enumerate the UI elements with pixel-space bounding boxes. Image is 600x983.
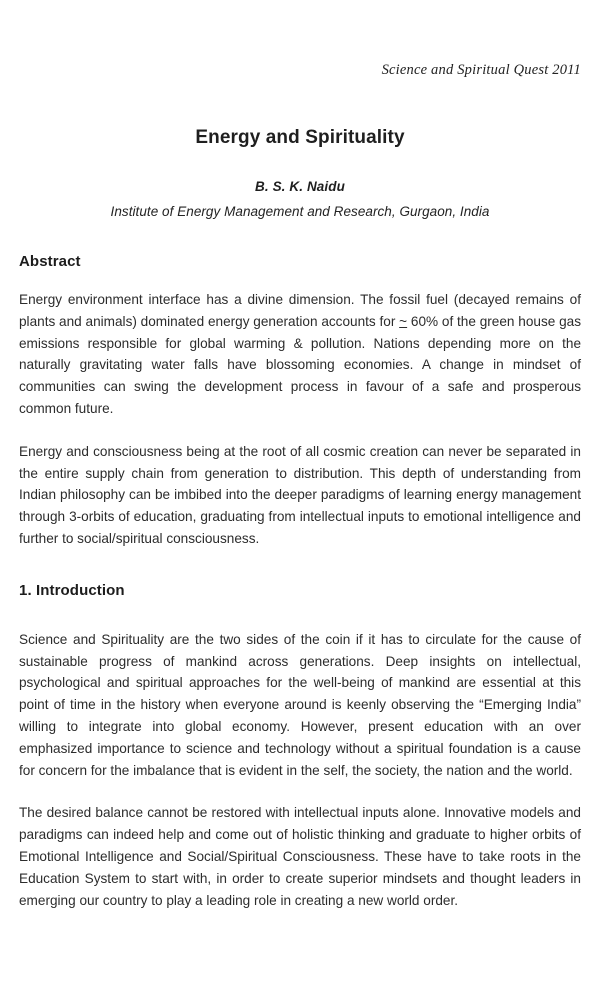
document-body [19,253,581,911]
title-block [19,126,581,219]
abstract-paragraph-1-text-a: Energy environment interface has a divine dimension. The fossil fuel (decayed remains of plants and animals) dominated energy generation accounts for [19,292,581,329]
abstract-paragraph-1 [19,289,581,420]
page-title: Energy and Spirituality [195,127,405,148]
spacer [19,420,581,441]
spacer [19,550,581,582]
approximately-symbol: ~ [399,313,408,329]
running-head: Science and Spiritual Quest 2011 [381,62,581,78]
author-name: B. S. K. Naidu [255,178,345,194]
section-heading-abstract: Abstract [19,253,81,270]
section-heading-introduction: 1. Introduction [19,581,125,599]
spacer [19,599,581,629]
spacer [19,781,581,802]
introduction-paragraph-1: Science and Spirituality are the two sides of the coin if it has to circulate for the cause of sustainable progress of mankind across generations. Deep insights on intellectual, psychological and spiritual approaches for the well-being of mankind are essential at this point of time in the history when everyone around is keenly observing the “Emerging India” willing to integrate into global economy. However, present education with an over emphasized importance to science and technology without a spiritual foundation is a cause for concern for the imbalance that is evident in the self, the society, the nation and the world. [19,631,581,778]
abstract-paragraph-2: Energy and consciousness being at the root of all cosmic creation can never be separated in the entire supply chain from generation to distribution. This depth of understanding from Indian philosophy can be imbibed into the deeper paradigms of learning energy management through 3-orbits of education, graduating from intellectual inputs to emotional intelligence and further to social/spiritual consciousness. [19,443,581,546]
spacer [19,270,581,289]
author-affiliation: Institute of Energy Management and Research, Gurgaon, India [110,203,490,219]
abstract-paragraph-1-text-b: 60% of the green house gas emissions responsible for global warming & pollution. Nations depending more on the naturally gravitating water falls have blossoming economies. A change in mindset of communities can swing the development process in favour of a safe and prosperous common future. [19,313,581,416]
introduction-paragraph-2: The desired balance cannot be restored with intellectual inputs alone. Innovative models and paradigms can indeed help and come out of holistic thinking and graduate to higher orbits of Emotional Intelligence and Social/Spiritual Consciousness. These have to take roots in the Education System to start with, in order to create superior mindsets and thought leaders in emerging our country to play a leading role in creating a new world order. [19,805,581,908]
